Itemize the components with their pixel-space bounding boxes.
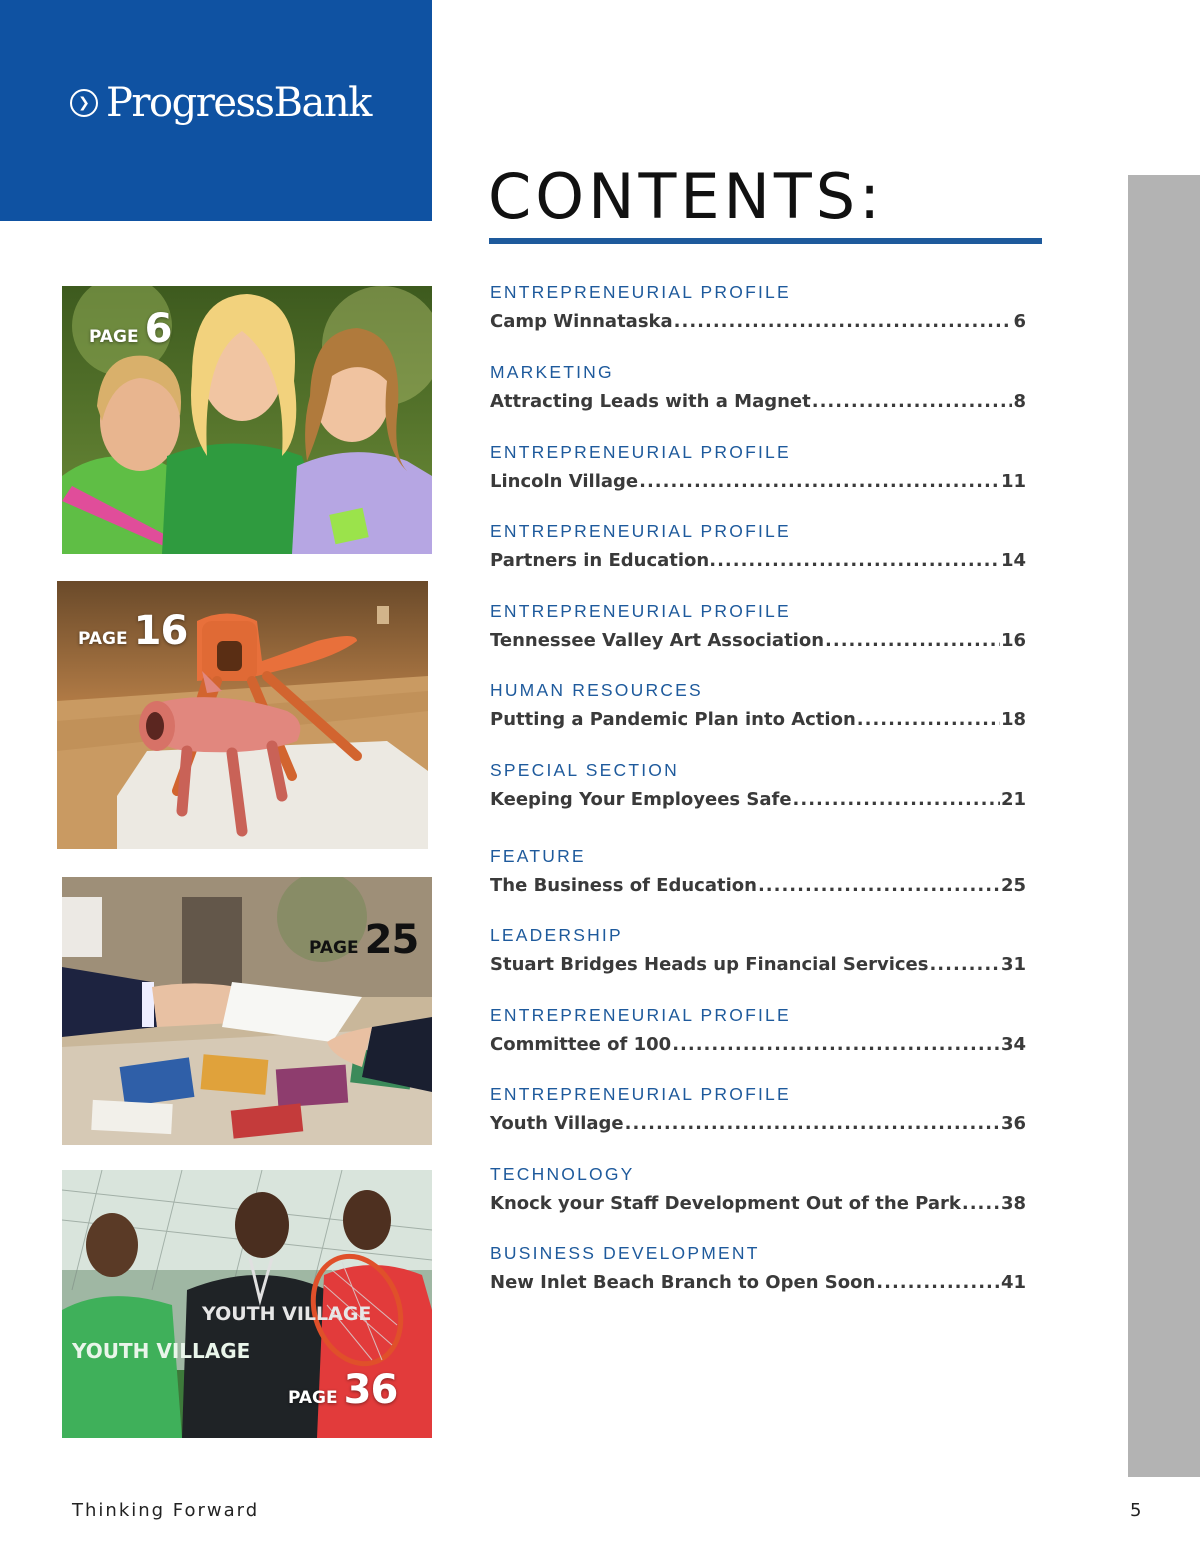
toc-category: LEADERSHIP — [490, 925, 623, 945]
page-tag-number: 16 — [133, 608, 188, 654]
toc-leader-dots — [625, 1113, 1000, 1134]
toc-line — [490, 1034, 1026, 1055]
shirt-text-left: YOUTH VILLAGE — [72, 1339, 251, 1363]
toc-leader-dots — [758, 875, 1000, 896]
toc-line — [490, 391, 1026, 412]
photo-books-handoff[interactable] — [62, 877, 432, 1145]
toc-title: Knock your Staff Development Out of the Park — [490, 1193, 961, 1214]
page-tag-number: 6 — [144, 306, 172, 352]
toc-line — [490, 875, 1026, 896]
toc-leader-dots — [672, 1034, 1000, 1055]
toc-leader-dots — [876, 1272, 1000, 1293]
toc-page-number: 16 — [1000, 630, 1026, 651]
toc-page-number: 36 — [1000, 1113, 1026, 1134]
toc-page-number: 14 — [1000, 550, 1026, 571]
shirt-text-middle: YOUTH VILLAGE — [202, 1303, 372, 1325]
toc-category: FEATURE — [490, 846, 586, 866]
title-divider — [489, 238, 1042, 244]
toc-entry[interactable] — [490, 1164, 1026, 1214]
toc-page-number: 25 — [1000, 875, 1026, 896]
toc-line — [490, 954, 1026, 975]
toc-leader-dots — [929, 954, 999, 975]
toc-title: Attracting Leads with a Magnet — [490, 391, 811, 412]
progressbank-logo[interactable] — [70, 80, 371, 126]
toc-category: ENTREPRENEURIAL PROFILE — [490, 282, 791, 302]
page-title: CONTENTS: — [488, 160, 885, 233]
toc-category: ENTREPRENEURIAL PROFILE — [490, 521, 791, 541]
toc-title: Camp Winnataska — [490, 311, 673, 332]
toc-category: ENTREPRENEURIAL PROFILE — [490, 1005, 791, 1025]
toc-title: Keeping Your Employees Safe — [490, 789, 792, 810]
footer-publication-name: Thinking Forward — [72, 1500, 260, 1521]
toc-line — [490, 471, 1026, 492]
toc-category: ENTREPRENEURIAL PROFILE — [490, 601, 791, 621]
toc-category: BUSINESS DEVELOPMENT — [490, 1243, 760, 1263]
toc-title: Putting a Pandemic Plan into Action — [490, 709, 856, 730]
toc-page-number: 11 — [1000, 471, 1026, 492]
toc-page-number: 6 — [1013, 311, 1026, 332]
page-tag — [78, 608, 187, 654]
photo-art-sculpture[interactable] — [57, 581, 428, 849]
toc-leader-dots — [812, 391, 1013, 412]
toc-leader-dots — [674, 311, 1013, 332]
toc-title: Lincoln Village — [490, 471, 639, 492]
toc-entry[interactable] — [490, 846, 1026, 896]
toc-leader-dots — [639, 471, 1000, 492]
toc-page-number: 34 — [1000, 1034, 1026, 1055]
page-tag-label: PAGE — [89, 327, 139, 347]
toc-category: ENTREPRENEURIAL PROFILE — [490, 1084, 791, 1104]
toc-title: Tennessee Valley Art Association — [490, 630, 825, 651]
toc-leader-dots — [793, 789, 1000, 810]
toc-title: The Business of Education — [490, 875, 757, 896]
toc-entry[interactable] — [490, 601, 1026, 651]
toc-line — [490, 1193, 1026, 1214]
toc-page-number: 31 — [1000, 954, 1026, 975]
toc-page-number: 21 — [1000, 789, 1026, 810]
photo-youth-village[interactable] — [62, 1170, 432, 1438]
toc-category: HUMAN RESOURCES — [490, 680, 703, 700]
toc-entry[interactable] — [490, 442, 1026, 492]
toc-line — [490, 1272, 1026, 1293]
toc-category: ENTREPRENEURIAL PROFILE — [490, 442, 791, 462]
toc-entry[interactable] — [490, 760, 1026, 810]
toc-line — [490, 630, 1026, 651]
page-tag — [89, 306, 171, 352]
brand-header-block — [0, 0, 432, 221]
page-tag-number: 25 — [364, 917, 419, 963]
toc-entry[interactable] — [490, 362, 1026, 412]
toc-category: SPECIAL SECTION — [490, 760, 679, 780]
toc-page-number: 38 — [1000, 1193, 1026, 1214]
toc-entry[interactable] — [490, 680, 1026, 730]
toc-category: TECHNOLOGY — [490, 1164, 635, 1184]
toc-line — [490, 311, 1026, 332]
page-tag — [309, 917, 418, 963]
toc-entry[interactable] — [490, 1005, 1026, 1055]
toc-title: Youth Village — [490, 1113, 624, 1134]
side-grey-bar — [1128, 175, 1200, 1477]
toc-title: Partners in Education. — [490, 550, 717, 571]
toc-entry[interactable] — [490, 521, 1026, 571]
toc-page-number: 41 — [1000, 1272, 1026, 1293]
toc-line — [490, 709, 1026, 730]
toc-entry[interactable] — [490, 1084, 1026, 1134]
page-tag-label: PAGE — [309, 938, 359, 958]
toc-line — [490, 1113, 1026, 1134]
toc-leader-dots — [717, 550, 1000, 571]
toc-entry[interactable] — [490, 282, 1026, 332]
toc-line — [490, 550, 1026, 571]
toc-line — [490, 789, 1026, 810]
footer-page-number: 5 — [1130, 1500, 1142, 1521]
toc-entry[interactable] — [490, 1243, 1026, 1293]
chevron-circle-icon: ❯ — [70, 89, 98, 117]
photo-camp-winnataska[interactable] — [62, 286, 432, 554]
toc-page-number: 18 — [1000, 709, 1026, 730]
toc-leader-dots — [825, 630, 1000, 651]
toc-category: MARKETING — [490, 362, 614, 382]
page-tag-label: PAGE — [288, 1388, 338, 1408]
toc-entry[interactable] — [490, 925, 1026, 975]
page-tag-label: PAGE — [78, 629, 128, 649]
toc-title: Stuart Bridges Heads up Financial Services — [490, 954, 929, 975]
toc-leader-dots — [857, 709, 1000, 730]
toc-page-number: 8 — [1013, 391, 1026, 412]
toc-leader-dots — [962, 1193, 1000, 1214]
brand-name: ProgressBank — [106, 80, 371, 126]
toc-title: Committee of 100 — [490, 1034, 672, 1055]
page-tag — [288, 1367, 397, 1413]
page-tag-number: 36 — [343, 1367, 398, 1413]
toc-title: New Inlet Beach Branch to Open Soon — [490, 1272, 876, 1293]
